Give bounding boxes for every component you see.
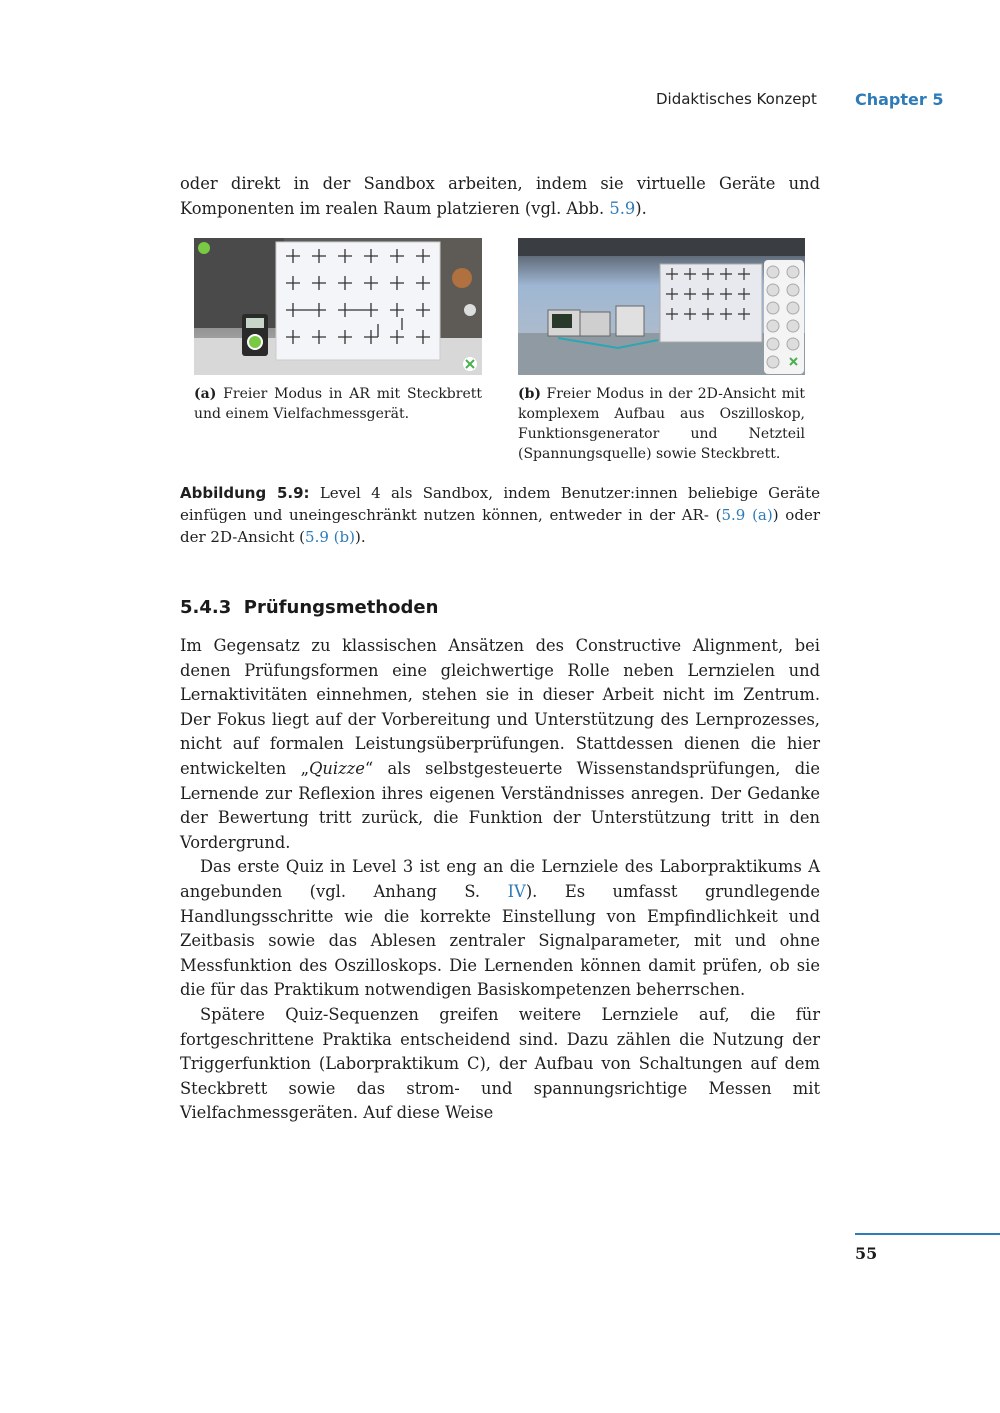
caption-text: Level 4 als Sandbox, indem Benutzer:innen beliebige Geräte einfügen und uneingeschränkt nutzen können, entweder in der AR- ( <box>180 484 820 524</box>
intro-text-end: ). <box>635 198 647 218</box>
caption-text-3: ). <box>354 528 366 546</box>
paragraph-1: Im Gegensatz zu klassischen Ansätzen des Constructive Alignment, bei denen Prüfungsformen eine gleichwertige Rolle neben Lernzielen und Lernaktivitäten einnehmen, stehen sie in dieser Arbeit nicht im Zentrum. Der Fokus liegt auf der Vorbereitung und Unterstützung des Lernprozesses, nicht auf formalen Leistungsüberprüfungen. Stattdessen dienen die hier entwickelten „Quizze“ als selbstgesteuerte Wissenstandsprüfungen, die Lernende zur Reflexion ihres eigenen Verständnisses anregen. Der Gedanke der Bewertung tritt zurück, die Funktion der Unterstützung tritt in den Vordergrund. <box>180 636 820 852</box>
subcaption-b-label: (b) <box>518 386 542 402</box>
appendix-ref-link[interactable]: IV <box>507 881 526 901</box>
paragraph-3: Spätere Quiz-Sequenzen greifen weitere Lernziele auf, die für fortgeschrittene Praktika entscheidend sind. Dazu zählen die Nutzung der Triggerfunktion (Laborpraktikum C), der Aufbau von Schaltungen auf dem Steckbrett sowie das strom- und spannungsrichtige Messen mit Vielfachmessgeräten. Auf diese Weise <box>180 1004 820 1123</box>
intro-text: oder direkt in der Sandbox arbeiten, indem sie virtuelle Geräte und Komponenten im realen Raum platzieren (vgl. Abb. <box>180 174 820 218</box>
paragraph-2: Das erste Quiz in Level 3 ist eng an die Lernziele des Laborpraktikums A angebunden (vgl. Anhang S. IV). Es umfasst grundlegende Handlungsschritte wie die korrekte Einstellung von Empfindlichkeit und Zeitbasis sowie das Ablesen zentraler Signalparameter, mit und ohne Messfunktion des Oszilloskops. Die Lernenden können damit prüfen, ob sie die für das Praktikum notwendigen Basiskompetenzen beherrschen. <box>180 857 821 1000</box>
intro-paragraph <box>180 172 820 221</box>
figure-a-image <box>194 238 482 375</box>
subcaption-a-text: Freier Modus in AR mit Steckbrett und einem Vielfachmessgerät. <box>194 386 482 422</box>
figure-ref-link[interactable]: 5.9 <box>609 198 636 218</box>
figure-b-image <box>518 238 805 375</box>
subcaption-a-label: (a) <box>194 386 217 402</box>
caption-ref-a-link[interactable]: 5.9 (a) <box>721 506 773 524</box>
caption-text-2: ) oder der 2D-Ansicht ( <box>180 506 820 546</box>
caption-label: Abbildung 5.9: <box>180 484 310 502</box>
section-heading <box>180 597 438 618</box>
caption-ref-b-link[interactable]: 5.9 (b) <box>305 528 355 546</box>
subcaption-b-text: Freier Modus in der 2D-Ansicht mit komplexem Aufbau aus Oszilloskop, Funktionsgenerator und Netzteil (Spannungsquelle) sowie Steckbrett. <box>518 386 805 462</box>
body-text <box>180 634 820 1126</box>
subcaption-a <box>194 384 482 424</box>
footer-rule <box>855 1233 1000 1235</box>
figure-caption <box>180 482 820 548</box>
page-number: 55 <box>855 1244 878 1263</box>
section-number: 5.4.3 <box>180 597 232 618</box>
quiz-term: Quizze <box>309 758 365 778</box>
running-header-chapter: Chapter 5 <box>855 90 944 109</box>
section-title: Prüfungsmethoden <box>243 597 439 618</box>
subcaption-b <box>518 384 805 464</box>
running-header-title: Didaktisches Konzept <box>656 90 817 108</box>
